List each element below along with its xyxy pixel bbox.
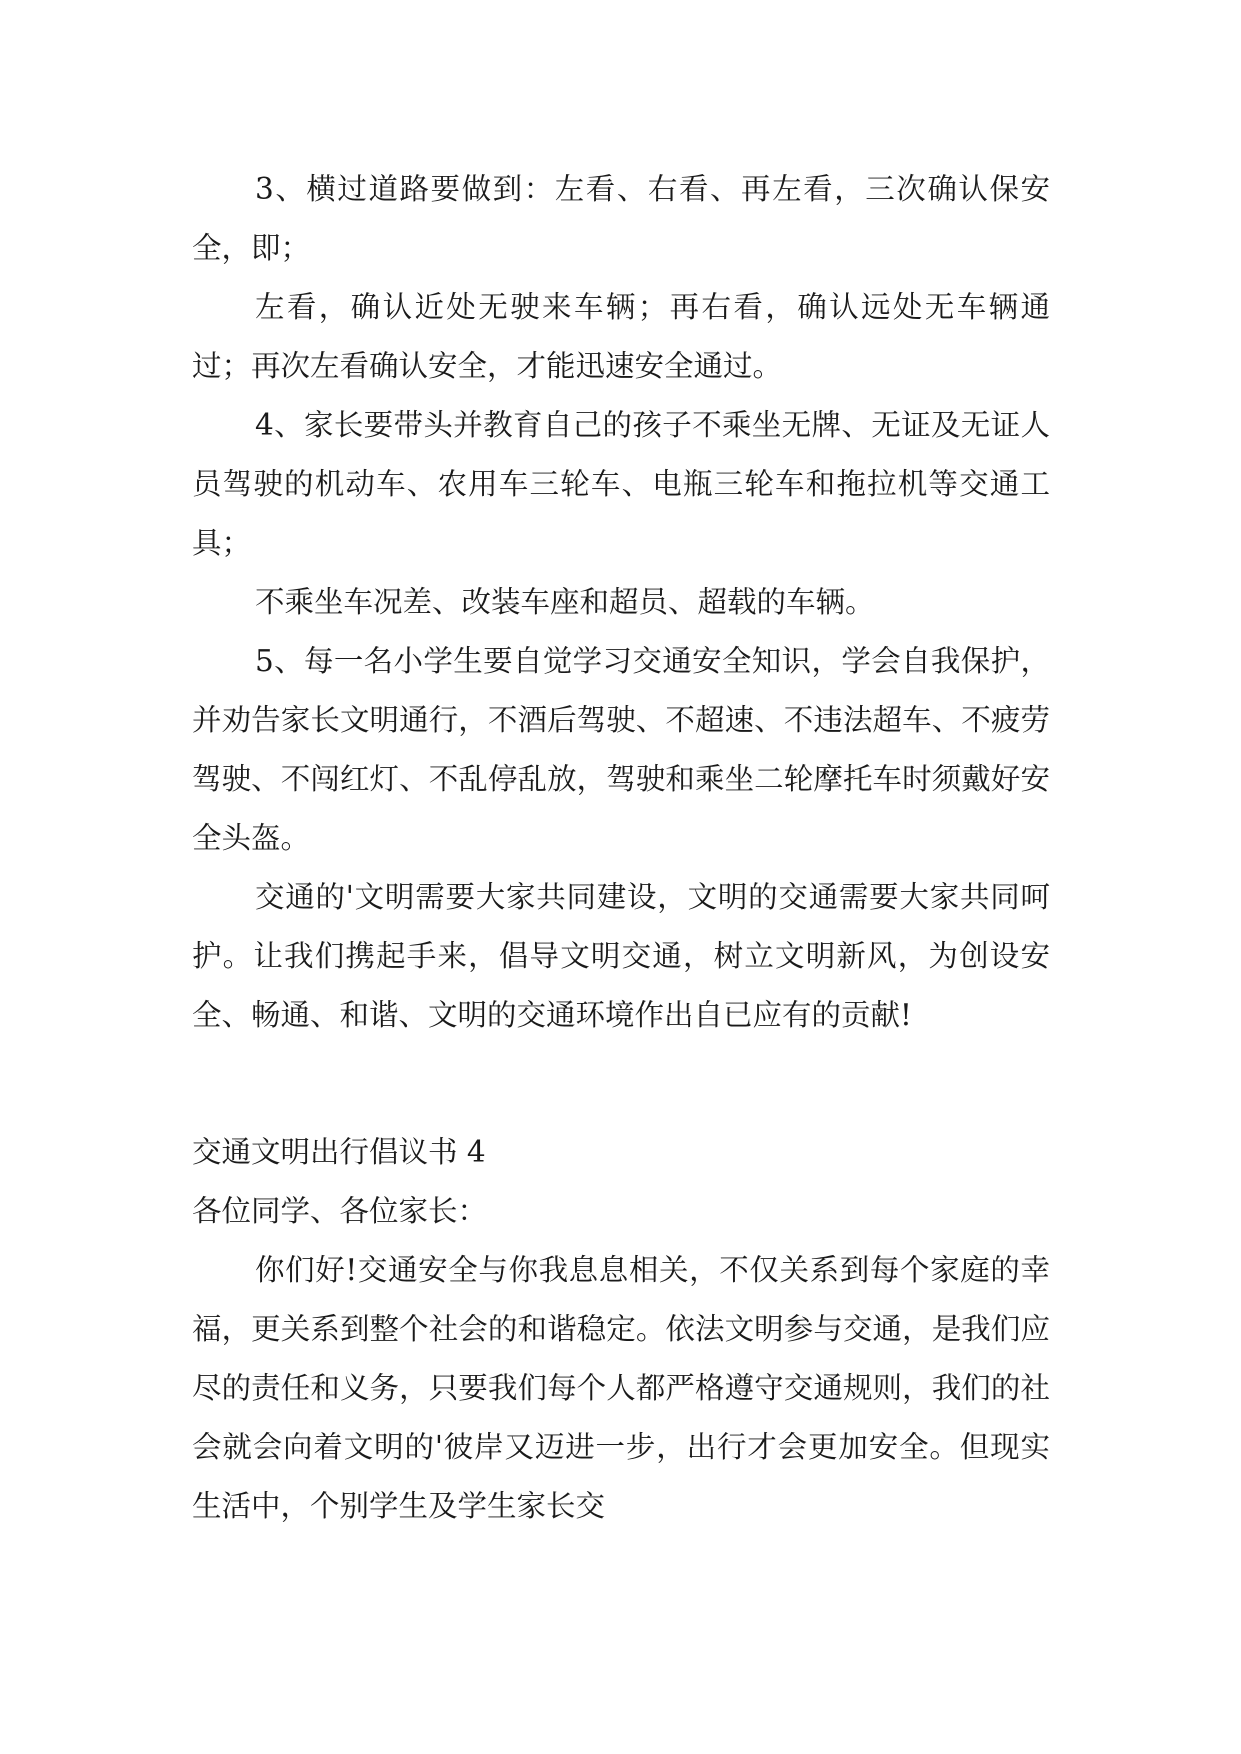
paragraph-no-overload: 不乘坐车况差、改装车座和超员、超载的车辆。	[255, 585, 875, 619]
paragraph-rule-5: 5、每一名小学生要自觉学习交通安全知识，学会自我保护，并劝告家长文明通行，不酒后驾驶、不超速、不违法超车、不疲劳驾驶、不闯红灯、不乱停乱放，驾驶和乘坐二轮摩托车时须戴好安全头盔。	[192, 644, 1050, 855]
salutation: 各位同学、各位家长：	[192, 1194, 488, 1228]
paragraph-rule-4: 4、家长要带头并教育自己的孩子不乘坐无牌、无证及无证人员驾驶的机动车、农用车三轮车、电瓶三轮车和拖拉机等交通工具；	[192, 408, 1050, 560]
section-spacer	[192, 1045, 1050, 1123]
paragraph-look-left: 左看，确认近处无驶来车辆；再右看，确认远处无车辆通过；再次左看确认安全，才能迅速安全通过。	[192, 290, 1050, 383]
paragraph-intro: 你们好!交通安全与你我息息相关，不仅关系到每个家庭的幸福，更关系到整个社会的和谐稳定。依法文明参与交通，是我们应尽的责任和义务，只要我们每个人都严格遵守交通规则，我们的社会就会向着文明的'彼岸又迈进一步，出行才会更加安全。但现实生活中，个别学生及学生家长交	[192, 1253, 1050, 1523]
paragraph-rule-3: 3、横过道路要做到：左看、右看、再左看，三次确认保安全，即；	[192, 172, 1050, 265]
section-title: 交通文明出行倡议书 4	[192, 1135, 486, 1169]
document-body	[192, 160, 1050, 1536]
paragraph-closing: 交通的'文明需要大家共同建设，文明的交通需要大家共同呵护。让我们携起手来，倡导文明交通，树立文明新风，为创设安全、畅通、和谐、文明的交通环境作出自已应有的贡献!	[192, 880, 1050, 1032]
